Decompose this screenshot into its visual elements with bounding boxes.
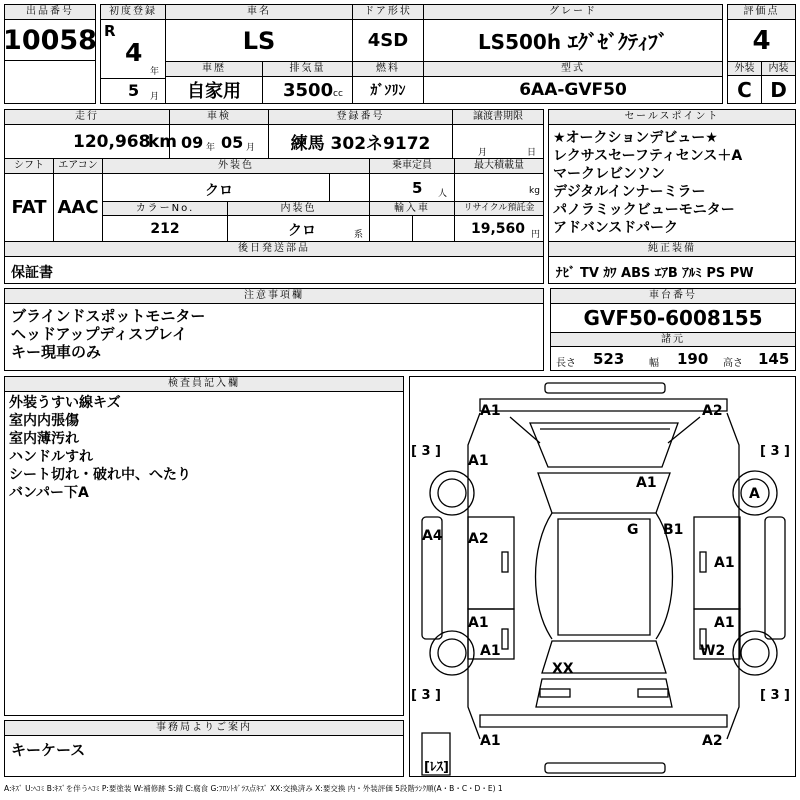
ext-color: クロ (205, 183, 233, 199)
int-color-unit: 系 (354, 230, 364, 240)
interior-grade: D (761, 75, 796, 104)
height: 145 (758, 350, 790, 368)
equip-cell (548, 256, 796, 284)
int-color: クロ (288, 223, 316, 239)
first-reg-year (100, 19, 166, 79)
lot-blank (4, 60, 96, 104)
int-color-cell (227, 215, 370, 242)
office-cell (4, 735, 404, 777)
tire-front-right: [ 3 ] (760, 444, 790, 459)
shift-header: シフト (4, 158, 54, 174)
mark-door-fl: A2 (468, 531, 489, 547)
ext-color-header: 外装色 (102, 158, 370, 174)
notes-cell (4, 303, 544, 371)
rear-light-left (540, 689, 570, 697)
history: 自家用 (165, 76, 263, 104)
car-name: LS (165, 19, 353, 62)
inspection-year-unit: 年 (206, 143, 216, 153)
specs-cell (550, 346, 796, 371)
car-diagram-svg (410, 377, 797, 778)
model-header: 型式 (423, 61, 723, 77)
body-right (727, 413, 739, 739)
length: 523 (593, 350, 625, 368)
legend: A:ｷｽﾞ U:ﾍｺﾐ B:ｷｽﾞを伴うﾍｺﾐ P:要塗装 W:補修跡 S:錆 C:腐食 G:ﾌﾛﾝﾄｶﾞﾗｽ点ｷｽﾞ XX:交換済み X:要交換 内・外装評価 5段階ﾗﾝｸ順(A・B・C・D・E) 1 (4, 784, 503, 793)
capacity-unit: 人 (438, 189, 448, 199)
load-cell (454, 173, 544, 202)
trunk (536, 679, 672, 707)
selling-header: セールスポイント (548, 109, 796, 125)
inspection-month: 05 (221, 133, 244, 152)
score-header: 評価点 (727, 4, 796, 20)
inspection-cell (169, 124, 269, 159)
width-label: 幅 (649, 358, 659, 369)
color-no: 212 (102, 215, 228, 242)
notes-header: 注意事項欄 (4, 288, 544, 304)
color-no-header: カラーNo. (102, 201, 228, 216)
mark-front-right: A2 (702, 403, 723, 419)
aircon-header: エアコン (53, 158, 103, 174)
month-unit: 月 (150, 92, 160, 102)
mileage-unit: km (148, 132, 178, 152)
lot-number: 10058 (4, 19, 96, 61)
office-header: 事務局よりご案内 (4, 720, 404, 736)
mark-front-left: A1 (480, 403, 501, 419)
office-note: キーケース (11, 741, 86, 759)
transfer-month-unit: 月 (478, 148, 488, 158)
registration-number: 練馬 302ネ9172 (268, 124, 453, 159)
tire-rear-left: [ 3 ] (411, 688, 441, 703)
mark-fender-left: A1 (468, 453, 489, 469)
wheel-front-left-inner (438, 479, 466, 507)
displacement-cell (262, 76, 353, 104)
mark-door-rr: A1 (714, 615, 735, 631)
mark-rear-left: A1 (480, 733, 501, 749)
history-header: 車歴 (165, 61, 263, 77)
chassis-number: GVF50-6008155 (550, 303, 796, 333)
import-divider (412, 216, 413, 243)
inspector-cell (4, 391, 404, 716)
load-header: 最大積載量 (454, 158, 544, 174)
car-name-header: 車名 (165, 4, 353, 20)
recycle-header: リサイクル預託金 (454, 201, 544, 216)
selling-points: ★オークションデビュー★ レクサスセーフティセンス＋A マークレビンソン デジタルインナーミラー パノラミックビューモニター アドバンスドパーク (553, 130, 743, 236)
door-header: ドア形状 (352, 4, 424, 20)
chassis-header: 車台番号 (550, 288, 796, 304)
mark-rear-fender-left: A1 (480, 643, 501, 659)
mark-wheel-fr: A (749, 486, 760, 502)
capacity-header: 乗車定員 (369, 158, 455, 174)
front-bumper (545, 383, 665, 393)
tire-spare: [ﾚｽ] (424, 760, 449, 775)
mark-rear-fender-right: W2 (700, 643, 726, 659)
era: R (104, 22, 116, 40)
score: 4 (727, 19, 796, 62)
mark-door-rl: A1 (468, 615, 489, 631)
damage-diagram (409, 376, 796, 777)
later-parts: 保証書 (11, 265, 53, 281)
transfer-header: 譲渡書期限 (452, 109, 544, 125)
fuel: ｶﾞｿﾘﾝ (352, 76, 424, 104)
interior-header: 内装 (761, 61, 796, 76)
height-label: 高さ (723, 358, 743, 369)
notes: ブラインドスポットモニター ヘッドアップディスプレイ キー現車のみ (11, 307, 206, 361)
reg-year: 4 (125, 38, 143, 67)
handle-rl (502, 629, 508, 649)
transfer-day-unit: 日 (527, 148, 537, 158)
door-type: 4SD (352, 19, 424, 62)
mileage-cell (4, 124, 178, 159)
mark-trunk: XX (552, 661, 574, 677)
width: 190 (677, 350, 709, 368)
rear-bumper-outline (480, 715, 727, 727)
inspector-header: 検査員記入欄 (4, 376, 404, 392)
length-label: 長さ (556, 358, 576, 369)
mark-windshield: A1 (636, 475, 657, 491)
grade: LS500h ｴｸﾞｾﾞｸﾃｨﾌﾞ (423, 19, 723, 62)
reg-month: 5 (128, 81, 140, 100)
inspection-year: 09 (181, 133, 204, 152)
fuel-header: 燃料 (352, 61, 424, 77)
mark-roof-glass: G (627, 522, 639, 538)
inspection-month-unit: 月 (246, 143, 256, 153)
capacity-cell (369, 173, 455, 202)
later-cell (4, 256, 544, 284)
shift: FAT (4, 173, 54, 242)
recycle-fee: 19,560 (471, 221, 526, 237)
mileage-header: 走行 (4, 109, 170, 125)
handle-fr (700, 552, 706, 572)
ext-color-divider (329, 174, 330, 203)
inspector-notes: 外装うすい線キズ 室内内張傷 室内薄汚れ ハンドルすれ シート切れ・破れ中、へたり バンパー下A (9, 395, 191, 501)
transfer-cell (452, 124, 544, 159)
equip-header: 純正装備 (548, 241, 796, 257)
mileage: 120,968 (73, 132, 151, 152)
capacity: 5 (412, 179, 423, 197)
handle-fl (502, 552, 508, 572)
recycle-cell (454, 215, 544, 242)
aircon: AAC (53, 173, 103, 242)
ext-color-cell (102, 173, 370, 202)
tire-front-left: [ 3 ] (411, 444, 441, 459)
equipment: ﾅﾋﾞ TV ｶﾜ ABS ｴｱB ｱﾙﾐ PS PW (556, 266, 754, 281)
mark-rear-right: A2 (702, 733, 723, 749)
later-header: 後日発送部品 (4, 241, 544, 257)
displacement-unit: cc (333, 89, 343, 99)
wheel-rear-right-inner (741, 639, 769, 667)
rear-light-right (638, 689, 668, 697)
exterior-grade: C (727, 75, 762, 104)
mark-side-left: A4 (422, 528, 443, 544)
recycle-unit: 円 (531, 230, 541, 240)
selling-points-cell (548, 124, 796, 242)
specs-header: 諸元 (550, 332, 796, 347)
model-code: 6AA-GVF50 (423, 76, 723, 104)
inspection-header: 車検 (169, 109, 269, 125)
mark-pillar-right: B1 (663, 522, 684, 538)
side-skirt-right (765, 517, 785, 639)
displacement-header: 排気量 (262, 61, 353, 77)
load-unit: kg (529, 186, 540, 196)
exterior-header: 外装 (727, 61, 762, 76)
front-bumper-outline (480, 399, 727, 411)
first-reg-month (100, 78, 166, 104)
tire-rear-right: [ 3 ] (760, 688, 790, 703)
year-unit: 年 (150, 67, 160, 77)
first-reg-header: 初度登録 (100, 4, 166, 20)
displacement: 3500 (283, 80, 334, 101)
int-color-header: 内装色 (227, 201, 370, 216)
lot-header: 出品番号 (4, 4, 96, 20)
wheel-rear-left-inner (438, 639, 466, 667)
grade-header: グレード (423, 4, 723, 20)
regno-header: 登録番号 (268, 109, 453, 125)
roof-curves (536, 513, 673, 639)
import-header: 輸入車 (369, 201, 455, 216)
import-cell (369, 215, 455, 242)
rear-bumper (545, 763, 665, 773)
mark-door-fr: A1 (714, 555, 735, 571)
